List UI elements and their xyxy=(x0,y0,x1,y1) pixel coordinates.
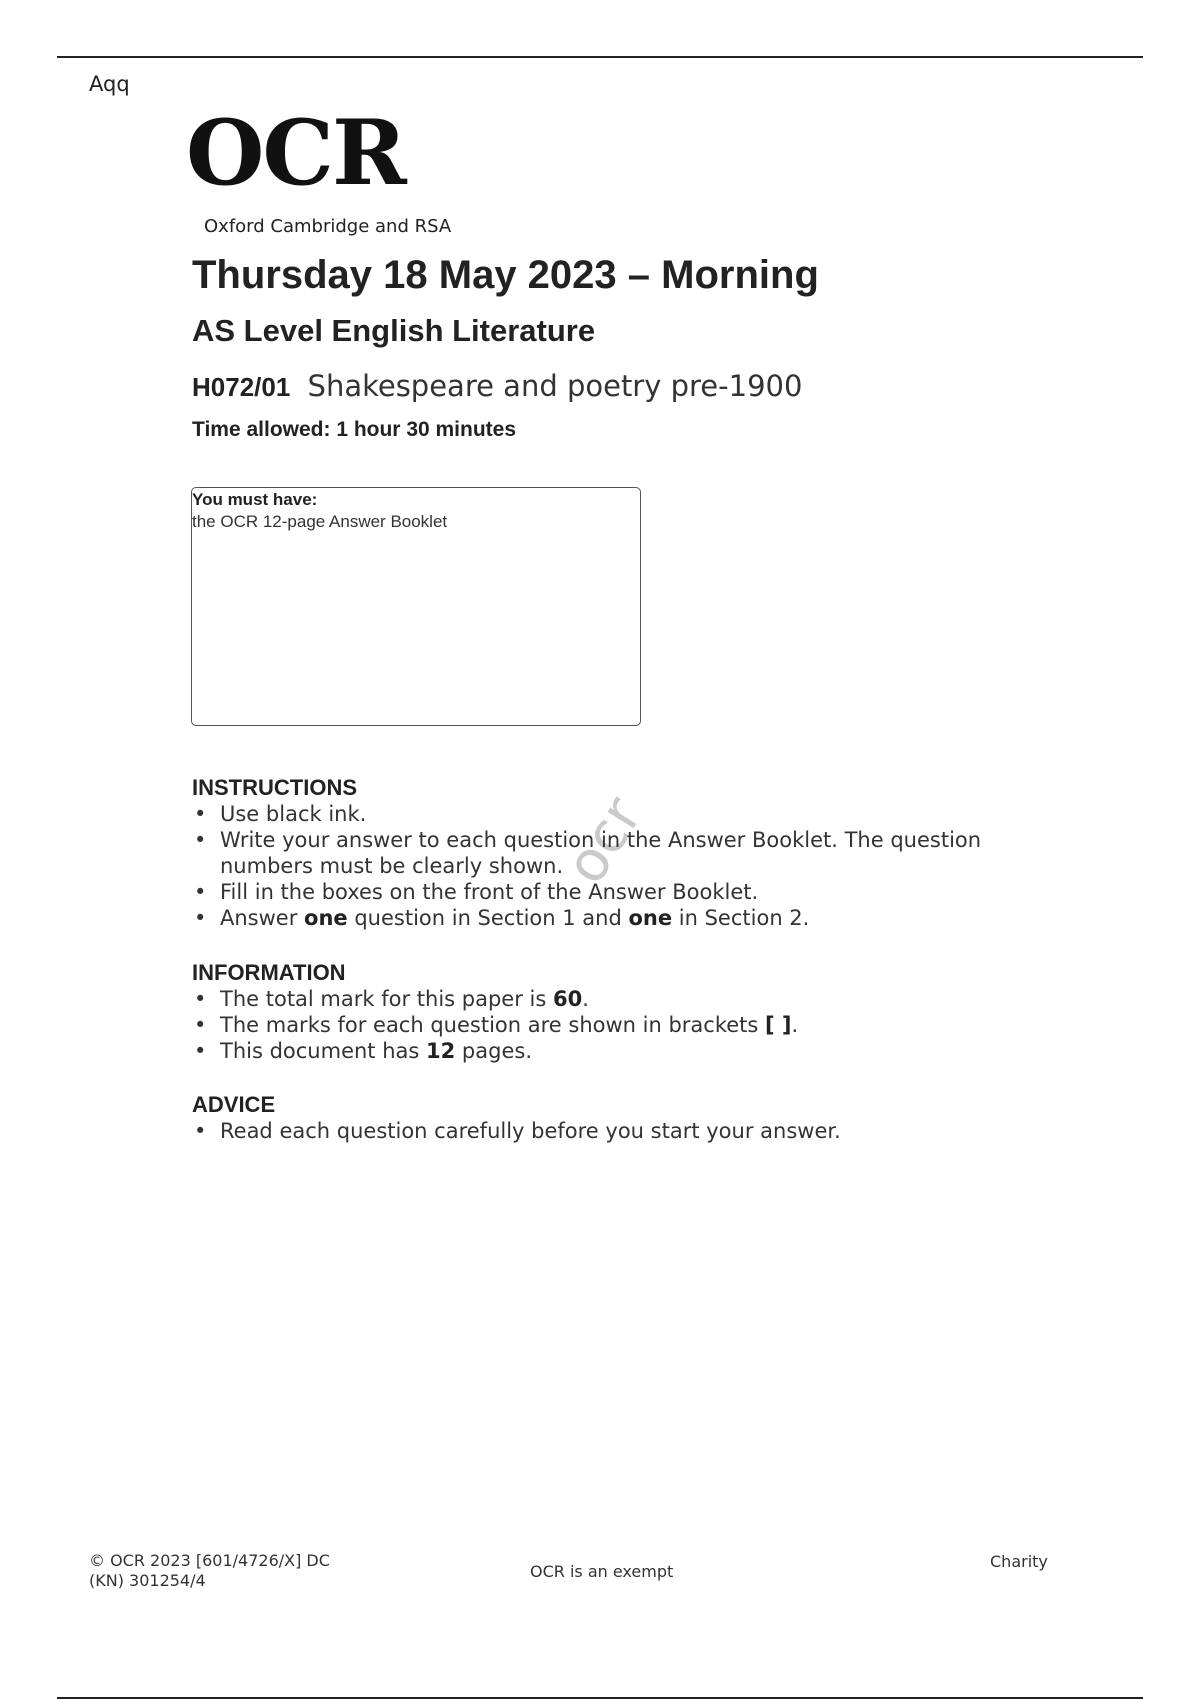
instructions-list xyxy=(192,801,1050,931)
corner-tag: Aqq xyxy=(89,72,130,96)
must-have-item: the OCR 12-page Answer Booklet xyxy=(192,512,448,531)
list-item: • This document has 12 pages. xyxy=(194,1039,532,1063)
advice-heading: ADVICE xyxy=(192,1092,276,1117)
footer-exempt: OCR is an exempt xyxy=(530,1562,674,1581)
top-rule xyxy=(57,56,1143,58)
watermark: ocr xyxy=(553,785,655,896)
must-have-box xyxy=(191,487,641,726)
advice-section xyxy=(192,1092,1050,1144)
logo-subtitle: Oxford Cambridge and RSA xyxy=(204,216,452,237)
ocr-logo: OCR xyxy=(186,100,405,206)
list-item: • Read each question carefully before you start your answer. xyxy=(194,1119,841,1143)
list-item: • Fill in the boxes on the front of the Answer Booklet. xyxy=(194,880,759,904)
list-item: • Use black ink. xyxy=(194,802,367,826)
information-section xyxy=(192,960,1050,1064)
unit-name: Shakespeare and poetry pre-1900 xyxy=(307,369,803,403)
list-item: • The marks for each question are shown in brackets [ ]. xyxy=(194,1013,799,1037)
must-have-heading: You must have: xyxy=(192,490,318,509)
exam-date-title: Thursday 18 May 2023 – Morning xyxy=(192,253,819,297)
footer-copyright: © OCR 2023 [601/4726/X] DC (KN) 301254/4 xyxy=(89,1551,330,1590)
advice-list xyxy=(192,1118,1050,1144)
exam-subject: AS Level English Literature xyxy=(192,313,596,348)
unit-code: H072/01 xyxy=(192,372,291,402)
list-item: • The total mark for this paper is 60. xyxy=(194,987,589,1011)
unit-line xyxy=(192,369,802,403)
list-item: • Answer one question in Section 1 and one in Section 2. xyxy=(194,906,810,930)
footer-charity: Charity xyxy=(990,1552,1048,1571)
bottom-rule xyxy=(57,1697,1143,1699)
instructions-section xyxy=(192,775,1050,931)
time-allowed: Time allowed: 1 hour 30 minutes xyxy=(192,418,517,441)
list-item: • Write your answer to each question in the Answer Booklet. The question numbers must be clearly shown. xyxy=(194,828,982,878)
information-list xyxy=(192,986,1050,1064)
instructions-heading: INSTRUCTIONS xyxy=(192,775,357,800)
information-heading: INFORMATION xyxy=(192,960,346,985)
